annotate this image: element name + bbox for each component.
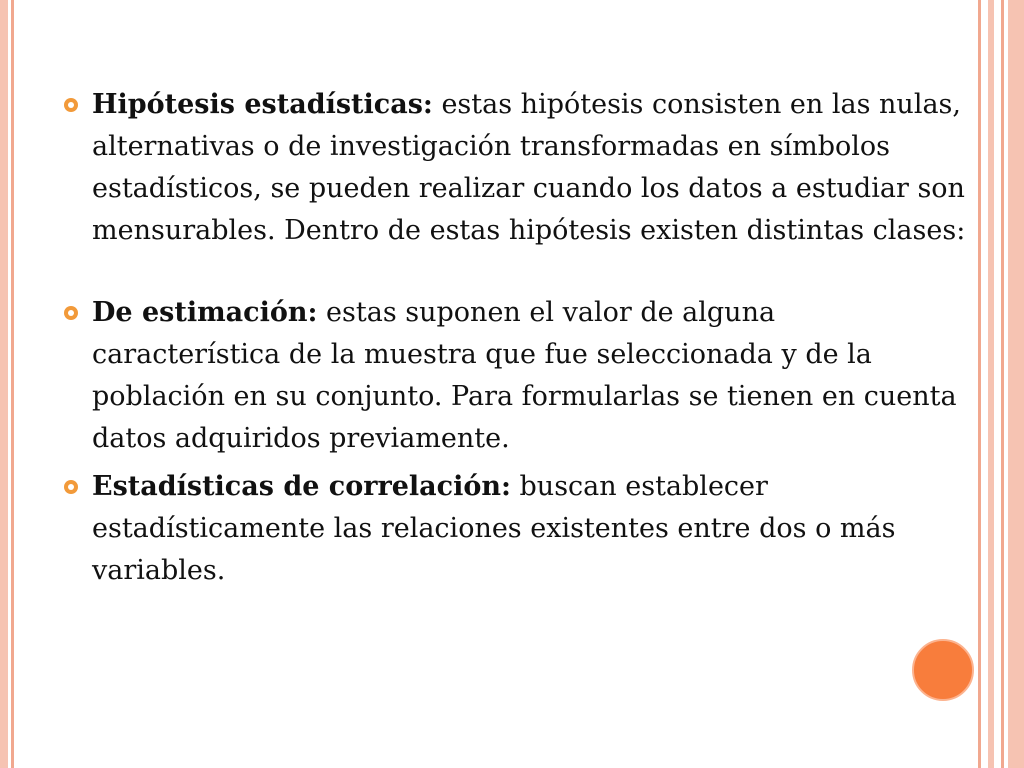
- bullet-item: [64, 292, 968, 460]
- bullet-text: estas suponen el valor de alguna característica de la muestra que fue seleccionada y de la población en su conjunto. Para formularlas se tienen en cuenta datos adquiridos previamente.: [92, 297, 957, 454]
- bullet-text: estas hipótesis consisten en las nulas, alternativas o de investigación transformadas en símbolos estadísticos, se pueden realizar cuando los datos a estudiar son mensurables. Dentro de estas hipótesis existen distintas clases:: [92, 89, 966, 246]
- left-border-stripe: [0, 0, 8, 768]
- slide-content: [64, 84, 968, 592]
- decorative-circle-icon: [912, 639, 974, 701]
- bullet-term: De estimación:: [92, 297, 318, 328]
- left-border-line: [11, 0, 14, 768]
- bullet-term: Estadísticas de correlación:: [92, 471, 511, 502]
- bullet-ring-icon: [64, 306, 78, 320]
- bullet-item: [64, 466, 968, 592]
- bullet-text: buscan establecer estadísticamente las relaciones existentes entre dos o más variables.: [92, 471, 896, 586]
- right-border-line-1: [978, 0, 981, 768]
- bullet-term: Hipótesis estadísticas:: [92, 89, 433, 120]
- right-border-stripe-1: [988, 0, 994, 768]
- bullet-ring-icon: [64, 480, 78, 494]
- right-border-line-2: [1001, 0, 1004, 768]
- right-border-stripe-2: [1008, 0, 1024, 768]
- bullet-item: [64, 84, 968, 252]
- bullet-ring-icon: [64, 98, 78, 112]
